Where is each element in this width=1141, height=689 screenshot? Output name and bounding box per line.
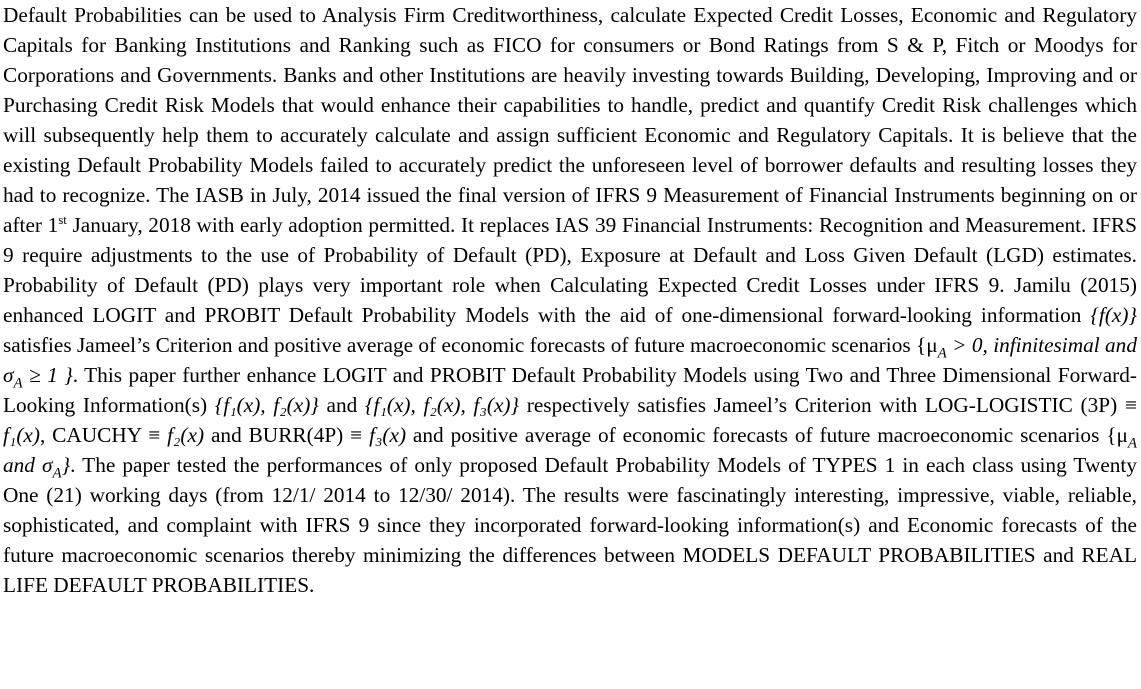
- math-expression: {f₁(x), f₂(x)}: [214, 393, 319, 417]
- math-subscript: A: [52, 465, 62, 482]
- abstract-text: respectively satisfies Jameel’s Criterion with LOG-LOGISTIC (3P) ≡: [519, 393, 1137, 417]
- math-expression: > 0, infinitesimal and σ: [3, 333, 1137, 387]
- math-subscript: A: [937, 345, 947, 362]
- abstract-text: . This paper further enhance LOGIT and PROBIT Default Probability Models using Two and Three Dimensional Forward-Looking Information(s): [3, 363, 1137, 417]
- abstract-text: . The paper tested the performances of only proposed Default Probability Models of TYPES 1 in each class using Twenty One (21) working days (from 12/1/ 2014 to 12/30/ 2014). The results were fascinatingly interesting, impressive, viable, reliable, sophisticated, and complaint with IFRS 9 since they incorporated forward-looking information(s) and Economic forecasts of the future macroeconomic scenarios thereby minimizing the differences between MODELS DEFAULT PROBABILITIES and REAL LIFE DEFAULT PROBABILITIES.: [3, 453, 1137, 597]
- abstract-text: satisfies Jameel’s Criterion and positive average of economic forecasts of future macroeconomic scenarios {μ: [3, 333, 938, 357]
- abstract-paragraph: [3, 0, 1137, 600]
- abstract-text: and: [318, 393, 366, 417]
- math-expression: {f(x)}: [1090, 303, 1137, 327]
- math-subscript: A: [13, 375, 23, 392]
- math-expression: f₂(x): [167, 423, 205, 447]
- math-expression: {f₁(x), f₂(x), f₃(x)}: [365, 393, 520, 417]
- ordinal-suffix: st: [58, 212, 67, 227]
- abstract-text: and BURR(4P) ≡: [204, 423, 370, 447]
- abstract-text: Default Probabilities can be used to Analysis Firm Creditworthiness, calculate Expected Credit Losses, Economic and Regulatory Capitals for Banking Institutions and Ranking such as FICO for consumers or Bond Ratings from S & P, Fitch or Moodys for Corporations and Governments. Banks and other Institutions are heavily investing towards Building, Developing, Improving and or Purchasing Credit Risk Models that would enhance their capabilities to handle, predict and quantify Credit Risk challenges which will subsequently help them to accurately calculate and assign sufficient Economic and Regulatory Capitals. It is believe that the existing Default Probability Models failed to accurately predict the unforeseen level of borrower defaults and resulting losses they had to recognize. The IASB in July, 2014 issued the final version of IFRS 9 Measurement of Financial Instruments beginning on or after 1: [3, 3, 1137, 237]
- math-subscript: A: [1127, 435, 1137, 452]
- math-expression: }: [61, 453, 71, 477]
- abstract-text: and positive average of economic forecasts of future macroeconomic scenarios {μ: [406, 423, 1128, 447]
- math-expression: and σ: [3, 453, 53, 477]
- abstract-text: , CAUCHY ≡: [39, 423, 168, 447]
- abstract-text: January, 2018 with early adoption permitted. It replaces IAS 39 Financial Instruments: Recognition and Measurement. IFRS 9 require adjustments to the use of Probability of Default (PD), Exposure at Default and Loss Given Default (LGD) estimates. Probability of Default (PD) plays very important role when Calculating Expected Credit Losses under IFRS 9. Jamilu (2015) enhanced LOGIT and PROBIT Default Probability Models with the aid of one-dimensional forward-looking information: [3, 213, 1138, 327]
- math-expression: ≥ 1 }: [22, 363, 73, 387]
- math-expression: f₁(x): [3, 423, 40, 447]
- math-expression: f₃(x): [369, 423, 407, 447]
